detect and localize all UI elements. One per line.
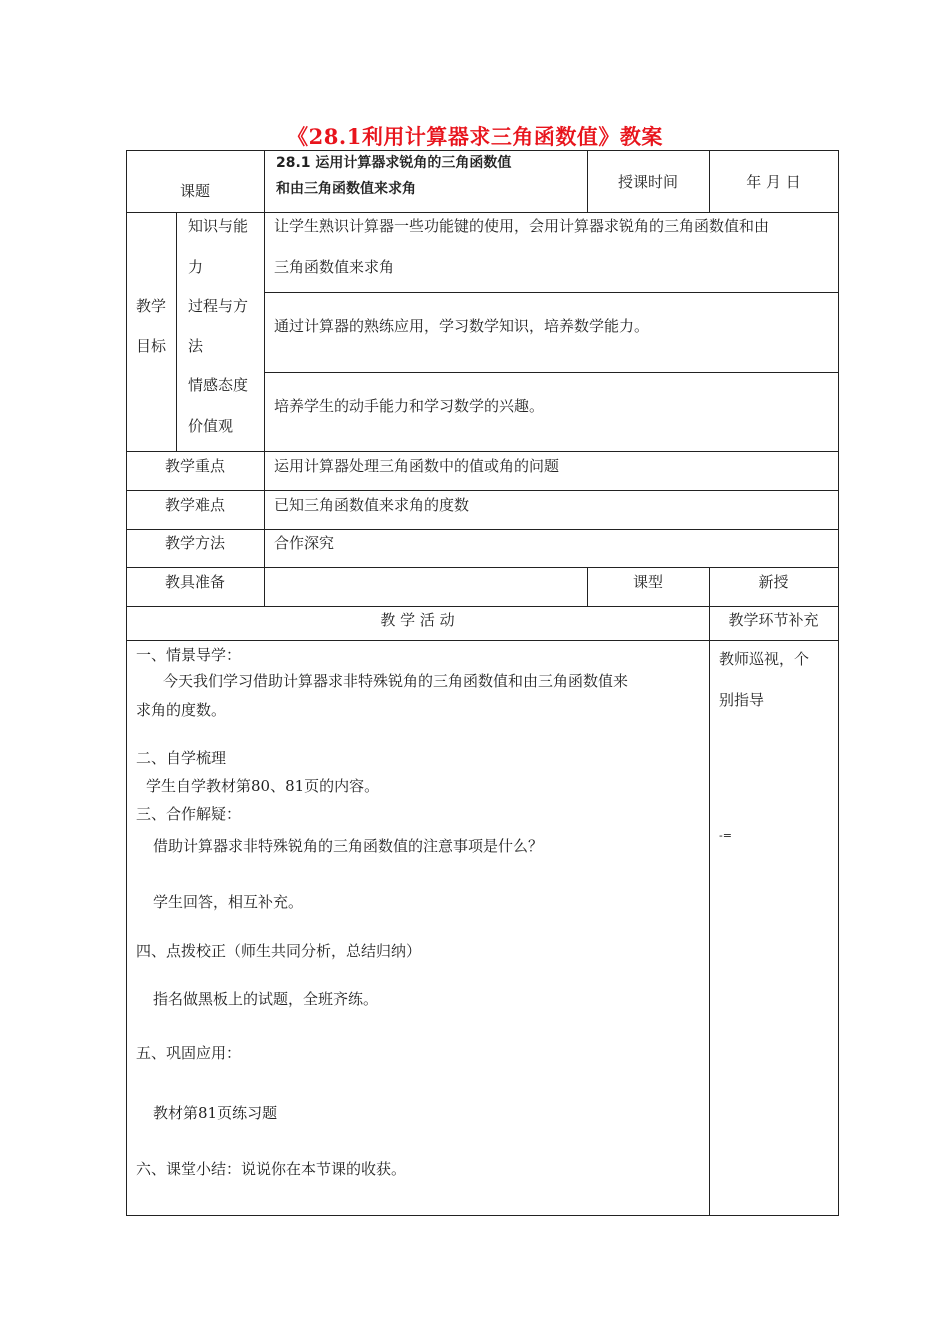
section-intro-heading: 一、情景导学： bbox=[136, 646, 242, 664]
supplement-text-2: 别指导 bbox=[719, 691, 765, 709]
focus-label: 教学重点 bbox=[164, 457, 225, 475]
section-self-study-text: 学生自学教材第80、81页的内容。 bbox=[146, 777, 380, 795]
difficulty-value: 已知三角函数值来求角的度数 bbox=[274, 496, 470, 514]
objective-content-process: 通过计算器的熟练应用，学习数学知识，培养数学能力。 bbox=[274, 317, 650, 335]
objective-aspect-emotion-2: 价值观 bbox=[188, 417, 234, 435]
section-summary-heading: 六、课堂小结：说说你在本节课的收获。 bbox=[136, 1160, 407, 1178]
difficulty-label: 教学难点 bbox=[164, 496, 225, 514]
objective-content-knowledge-2: 三角函数值来求角 bbox=[274, 258, 395, 276]
section-apply-text: 教材第81页练习题 bbox=[153, 1104, 278, 1122]
section-cooperation-heading: 三、合作解疑： bbox=[136, 805, 242, 823]
objectives-label-line2: 目标 bbox=[135, 337, 166, 355]
objective-aspect-process: 过程与方 bbox=[188, 297, 249, 315]
lesson-type-value: 新授 bbox=[758, 573, 789, 591]
topic-line-2: 和由三角函数值来求角 bbox=[276, 181, 416, 197]
section-cooperation-answer: 学生回答，相互补充。 bbox=[153, 893, 304, 911]
section-intro-text-2: 求角的度数。 bbox=[136, 701, 227, 719]
supplement-mark: -= bbox=[719, 829, 732, 842]
objectives-label-line1: 教学 bbox=[135, 297, 166, 315]
section-apply-heading: 五、巩固应用： bbox=[136, 1044, 242, 1062]
topic-label: 课题 bbox=[179, 182, 210, 200]
supplement-header: 教学环节补充 bbox=[728, 611, 819, 629]
topic-line-1: 28.1 运用计算器求锐角的三角函数值 bbox=[276, 155, 512, 171]
objective-aspect-emotion: 情感态度 bbox=[188, 376, 249, 394]
date-placeholder: 年 月 日 bbox=[746, 173, 801, 191]
section-cooperation-question: 借助计算器求非特殊锐角的三角函数值的注意事项是什么？ bbox=[153, 837, 544, 855]
supplement-text-1: 教师巡视，个 bbox=[719, 650, 810, 668]
method-label: 教学方法 bbox=[164, 534, 225, 552]
objective-content-knowledge: 让学生熟识计算器一些功能键的使用，会用计算器求锐角的三角函数值和由 bbox=[274, 217, 770, 235]
section-self-study-heading: 二、自学梳理 bbox=[136, 749, 227, 767]
objective-aspect-process-2: 法 bbox=[188, 337, 204, 355]
section-correction-heading: 四、点拨校正（师生共同分析，总结归纳） bbox=[136, 942, 422, 960]
lesson-type-label: 课型 bbox=[632, 573, 663, 591]
tools-label: 教具准备 bbox=[164, 573, 225, 591]
activity-header: 教 学 活 动 bbox=[380, 611, 455, 629]
objective-aspect-knowledge: 知识与能 bbox=[188, 217, 249, 235]
method-value: 合作深究 bbox=[274, 534, 335, 552]
focus-value: 运用计算器处理三角函数中的值或角的问题 bbox=[274, 457, 560, 475]
objective-content-emotion: 培养学生的动手能力和学习数学的兴趣。 bbox=[274, 397, 545, 415]
time-label: 授课时间 bbox=[617, 173, 678, 191]
section-intro-text-1: 今天我们学习借助计算器求非特殊锐角的三角函数值和由三角函数值来 bbox=[163, 672, 629, 690]
document-title: 《28.1利用计算器求三角函数值》教案 bbox=[287, 124, 663, 149]
section-correction-text: 指名做黑板上的试题，全班齐练。 bbox=[153, 990, 379, 1008]
objective-aspect-knowledge-2: 力 bbox=[188, 258, 204, 276]
